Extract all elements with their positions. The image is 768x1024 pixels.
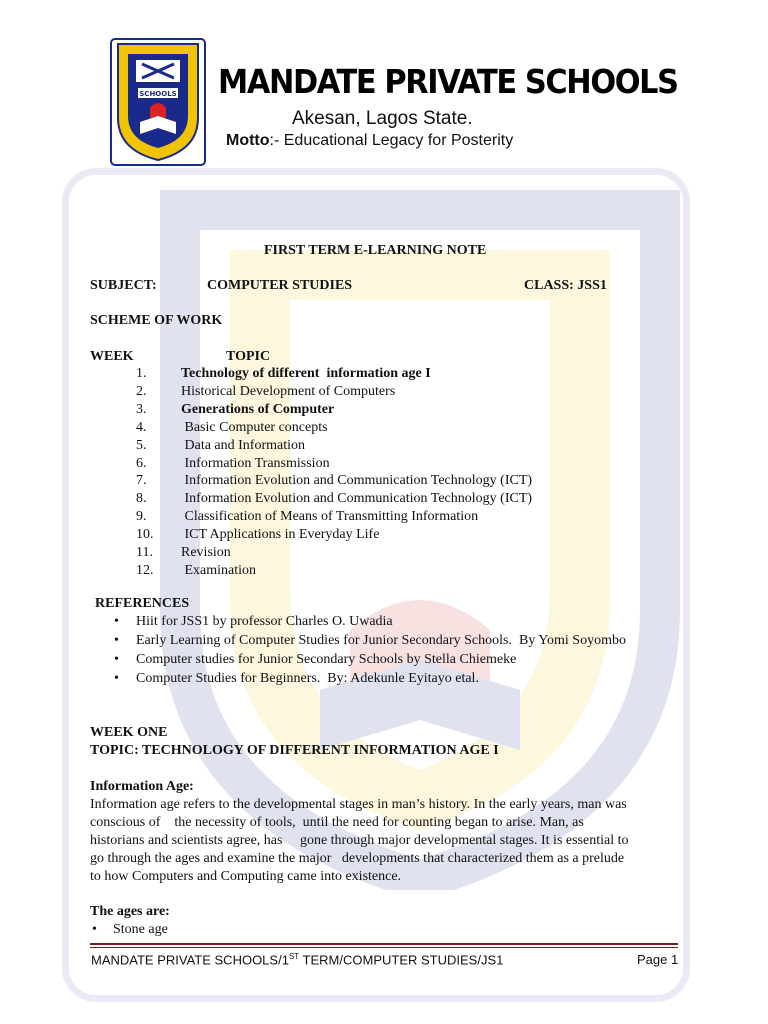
reference-bullet-icon: • bbox=[114, 652, 119, 667]
school-logo-icon bbox=[110, 38, 206, 166]
scheme-week-number: 3. bbox=[136, 401, 147, 417]
footer-rule-thin bbox=[90, 947, 678, 948]
scheme-topic: Information Evolution and Communication Technology (ICT) bbox=[181, 473, 533, 489]
info-age-title: Information Age: bbox=[90, 779, 194, 794]
scheme-topic: Classification of Means of Transmitting Information bbox=[181, 509, 479, 525]
scheme-topic: Generations of Computer bbox=[181, 401, 335, 417]
scheme-week-number: 10. bbox=[136, 527, 154, 543]
note-title: FIRST TERM E-LEARNING NOTE bbox=[264, 243, 487, 258]
paragraph-line: Information age refers to the developmental stages in man’s history. In the early years, man was bbox=[90, 797, 627, 812]
ages-title: The ages are: bbox=[90, 904, 170, 919]
footer-text-b: TERM/COMPUTER STUDIES/JS1 bbox=[299, 952, 504, 968]
school-address: Akesan, Lagos State. bbox=[292, 108, 473, 129]
scheme-week-number: 11. bbox=[136, 545, 153, 560]
scheme-week-number: 9. bbox=[136, 509, 147, 525]
scheme-topic: Examination bbox=[181, 562, 257, 578]
scheme-topic: ICT Applications in Everyday Life bbox=[181, 527, 380, 543]
paragraph-line: go through the ages and examine the major developments that characterized them as a prelude bbox=[90, 851, 625, 866]
reference-bullet-icon: • bbox=[114, 633, 119, 648]
reference-item: Early Learning of Computer Studies for Junior Secondary Schools. By Yomi Soyombo bbox=[136, 633, 626, 648]
scheme-topic: Basic Computer concepts bbox=[181, 419, 328, 435]
scheme-week-number: 6. bbox=[136, 455, 147, 471]
footer-rule bbox=[90, 943, 678, 945]
svg-text:SCHOOLS: SCHOOLS bbox=[139, 90, 177, 98]
footer-text-sup: ST bbox=[288, 952, 300, 961]
scheme-week-number: 2. bbox=[136, 383, 147, 399]
footer-text bbox=[91, 952, 503, 967]
age-item: Stone age bbox=[113, 922, 168, 937]
scheme-topic: Revision bbox=[181, 545, 231, 560]
scheme-topic: Data and Information bbox=[181, 437, 306, 453]
references-title: REFERENCES bbox=[95, 596, 190, 611]
school-name: MANDATE PRIVATE SCHOOLS bbox=[218, 62, 678, 101]
reference-item: Computer studies for Junior Secondary Schools by Stella Chiemeke bbox=[136, 652, 517, 667]
footer-text-a: MANDATE PRIVATE SCHOOLS/1 bbox=[91, 952, 289, 968]
topic-header: TOPIC bbox=[226, 349, 271, 364]
scheme-topic: Information Evolution and Communication Technology (ICT) bbox=[181, 491, 533, 507]
week-one-topic: TOPIC: TECHNOLOGY OF DIFFERENT INFORMATION AGE I bbox=[90, 743, 499, 758]
scheme-title: SCHEME OF WORK bbox=[90, 313, 223, 328]
week-one-heading: WEEK ONE bbox=[90, 725, 168, 740]
reference-bullet-icon: • bbox=[114, 614, 119, 629]
class-label: CLASS: JSS1 bbox=[524, 278, 607, 293]
motto-label: Motto bbox=[226, 132, 270, 149]
reference-item: Computer Studies for Beginners. By: Adekunle Eyitayo etal. bbox=[136, 671, 479, 686]
page-number: Page 1 bbox=[637, 952, 679, 967]
school-motto bbox=[226, 132, 513, 150]
scheme-week-number: 8. bbox=[136, 491, 147, 507]
scheme-week-number: 12. bbox=[136, 562, 154, 578]
paragraph-line: historians and scientists agree, has gone through major developmental stages. It is essential to bbox=[90, 833, 629, 848]
scheme-topic: Technology of different information age I bbox=[181, 366, 431, 381]
scheme-week-number: 5. bbox=[136, 437, 147, 453]
ages-bullet-icon: • bbox=[92, 922, 97, 937]
week-header: WEEK bbox=[90, 349, 134, 364]
reference-bullet-icon: • bbox=[114, 671, 119, 686]
subject-label: SUBJECT: bbox=[90, 278, 157, 293]
motto-text: :- Educational Legacy for Posterity bbox=[269, 132, 514, 149]
scheme-topic: Historical Development of Computers bbox=[181, 383, 396, 399]
paragraph-line: to how Computers and Computing came into existence. bbox=[90, 869, 402, 884]
scheme-week-number: 4. bbox=[136, 419, 147, 435]
subject-value: COMPUTER STUDIES bbox=[207, 278, 353, 293]
paragraph-line: conscious of the necessity of tools, until the need for counting began to arise. Man, as bbox=[90, 815, 584, 830]
scheme-week-number: 7. bbox=[136, 473, 147, 489]
reference-item: Hiit for JSS1 by professor Charles O. Uwadia bbox=[136, 614, 393, 629]
scheme-topic: Information Transmission bbox=[181, 455, 330, 471]
scheme-week-number: 1. bbox=[136, 366, 147, 381]
